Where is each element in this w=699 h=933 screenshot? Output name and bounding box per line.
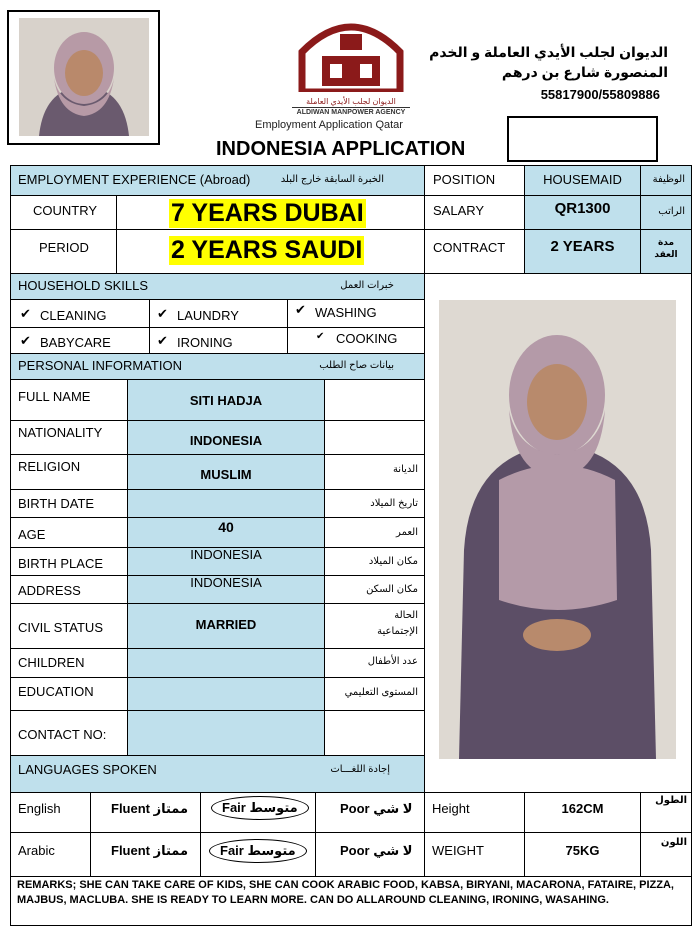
row-value: MUSLIM bbox=[200, 467, 252, 482]
row-label: CONTACT NO: bbox=[18, 727, 107, 742]
personal-label: PERSONAL INFORMATION bbox=[18, 358, 182, 373]
photo-column bbox=[425, 274, 691, 793]
remarks-text: REMARKS; SHE CAN TAKE CARE OF KIDS, SHE CAN COOK ARABIC FOOD, KABSA, BIRYANI, MACARONA, FATAIRE, PIZZA, MAJBUS, MACLUBA. SHE IS READY TO LEARN MORE. CAN DO ALLAROUND CLEANING, IRONING, WASAHING. bbox=[17, 879, 674, 906]
skill-washing bbox=[288, 300, 425, 328]
row-label-arabic: تاريخ الميلاد bbox=[370, 498, 418, 509]
check-icon: ✔ bbox=[157, 306, 168, 321]
table-row bbox=[11, 380, 425, 421]
contract-value: 2 YEARS bbox=[550, 238, 615, 255]
languages-label: LANGUAGES SPOKEN bbox=[18, 762, 157, 777]
level-poor: Poor لا شي bbox=[340, 801, 413, 816]
weight-label-arabic: اللون bbox=[660, 837, 687, 848]
passport-photo-frame bbox=[7, 10, 160, 145]
logo-text-arabic: الديوان لجلب الأيدي العاملة bbox=[306, 97, 396, 106]
skill-label: CLEANING bbox=[40, 308, 107, 323]
country-label: COUNTRY bbox=[33, 203, 98, 218]
row-label: AGE bbox=[18, 527, 46, 542]
experience-label-arabic: الخبرة السابقة خارج البلد bbox=[280, 174, 384, 185]
salary-value: QR1300 bbox=[554, 200, 611, 217]
check-icon: ✔ bbox=[20, 333, 31, 348]
skills-label-arabic: خبرات العمل bbox=[340, 280, 394, 291]
contract-label-cell bbox=[425, 230, 525, 274]
row-label: BIRTH DATE bbox=[18, 496, 95, 511]
table-row bbox=[11, 548, 425, 576]
agency-logo bbox=[292, 12, 410, 120]
weight-label: WEIGHT bbox=[432, 843, 484, 858]
row-label-arabic: الديانة bbox=[392, 464, 418, 475]
language-name: English bbox=[18, 801, 61, 816]
logo-text-english: ALDIWAN MANPOWER AGENCY bbox=[292, 107, 410, 118]
check-icon: ✔ bbox=[157, 333, 168, 348]
row-value: INDONESIA bbox=[190, 575, 262, 590]
salary-value-cell bbox=[525, 196, 641, 230]
experience-label: EMPLOYMENT EXPERIENCE (Abroad) bbox=[18, 172, 251, 187]
skill-label: LAUNDRY bbox=[177, 308, 239, 323]
level-fluent: Fluent ممتاز bbox=[111, 843, 189, 858]
table-row bbox=[11, 711, 425, 756]
level-fluent: Fluent ممتاز bbox=[111, 801, 189, 816]
languages-header bbox=[11, 756, 425, 793]
row-label: BIRTH PLACE bbox=[18, 556, 104, 571]
height-value: 162CM bbox=[561, 801, 604, 816]
personal-header bbox=[11, 354, 425, 380]
row-value: 40 bbox=[218, 519, 234, 535]
skill-label: WASHING bbox=[315, 305, 377, 320]
salary-arabic-cell bbox=[641, 196, 691, 230]
skill-label: COOKING bbox=[336, 331, 398, 346]
contract-label: CONTRACT bbox=[433, 240, 506, 255]
salary-label-arabic: الراتب bbox=[658, 206, 685, 217]
table-row bbox=[11, 421, 425, 455]
logo-mark bbox=[292, 12, 410, 92]
personal-label-arabic: بيانات صاح الطلب bbox=[319, 360, 394, 371]
country-value-cell bbox=[117, 196, 425, 230]
period-value-cell bbox=[117, 230, 425, 274]
row-label: CIVIL STATUS bbox=[18, 620, 103, 635]
weight-value: 75KG bbox=[565, 843, 600, 858]
page-subtitle: Employment Application Qatar bbox=[255, 119, 403, 131]
passport-photo bbox=[19, 18, 149, 136]
level-fair-circled: Fair متوسط bbox=[211, 796, 309, 820]
row-label: CHILDREN bbox=[18, 655, 85, 670]
agency-address-arabic: المنصورة شارع بن درهم bbox=[501, 64, 668, 80]
table-row bbox=[11, 518, 425, 548]
skill-cleaning bbox=[11, 300, 150, 328]
position-label-arabic: الوظيفة bbox=[652, 174, 685, 185]
period-label-cell bbox=[11, 230, 117, 274]
row-value: SITI HADJA bbox=[189, 393, 263, 408]
agency-name-arabic: الديوان لجلب الأيدي العاملة و الخدم bbox=[429, 44, 668, 60]
skill-ironing bbox=[150, 328, 288, 354]
experience-header bbox=[11, 166, 425, 196]
row-label-arabic: مكان السكن bbox=[366, 584, 418, 595]
skills-label: HOUSEHOLD SKILLS bbox=[18, 278, 149, 293]
row-label-arabic: الحالة الإجتماعية bbox=[377, 610, 418, 637]
language-row-english bbox=[11, 793, 691, 833]
reference-box bbox=[507, 116, 658, 162]
table-row bbox=[11, 649, 425, 678]
personal-table bbox=[11, 380, 425, 756]
row-value: INDONESIA bbox=[189, 433, 263, 448]
period-label: PERIOD bbox=[39, 240, 89, 255]
skill-cooking bbox=[288, 328, 425, 354]
country-label-cell bbox=[11, 196, 117, 230]
skill-babycare bbox=[11, 328, 150, 354]
position-value-cell bbox=[525, 166, 641, 196]
position-value: HOUSEMAID bbox=[543, 172, 622, 187]
row-label: RELIGION bbox=[18, 459, 81, 474]
level-fair-circled: Fair متوسط bbox=[209, 839, 307, 863]
language-name: Arabic bbox=[18, 843, 55, 858]
check-icon: ✔ bbox=[20, 306, 31, 321]
page-title: INDONESIA APPLICATION bbox=[216, 138, 466, 160]
height-label-arabic: الطول bbox=[655, 795, 687, 806]
position-label-cell bbox=[425, 166, 525, 196]
row-label-arabic: المستوى التعليمي bbox=[344, 687, 418, 698]
languages-label-arabic: إجادة اللغـــات bbox=[330, 764, 390, 775]
row-value: INDONESIA bbox=[190, 547, 262, 562]
row-label: NATIONALITY bbox=[18, 425, 103, 440]
row-label: FULL NAME bbox=[18, 389, 91, 404]
period-value: 2 YEARS SAUDI bbox=[171, 236, 363, 264]
language-row-arabic bbox=[11, 833, 691, 877]
remarks bbox=[17, 878, 687, 908]
table-row bbox=[11, 576, 425, 604]
check-icon: ✔ bbox=[295, 302, 306, 317]
skill-laundry bbox=[150, 300, 288, 328]
table-row bbox=[11, 490, 425, 518]
table-row bbox=[11, 455, 425, 490]
level-poor: Poor لا شي bbox=[340, 843, 413, 858]
height-label: Height bbox=[432, 801, 470, 816]
contract-value-cell bbox=[525, 230, 641, 274]
row-label-arabic: عدد الأطفال bbox=[367, 656, 418, 667]
row-value: MARRIED bbox=[195, 617, 257, 632]
check-icon: ✔ bbox=[316, 331, 325, 342]
contract-arabic-cell bbox=[641, 230, 691, 274]
row-label-arabic: مكان الميلاد bbox=[368, 556, 418, 567]
row-label-arabic: العمر bbox=[396, 527, 418, 538]
position-label: POSITION bbox=[433, 172, 496, 187]
row-label: EDUCATION bbox=[18, 684, 94, 699]
table-row bbox=[11, 678, 425, 711]
skill-label: IRONING bbox=[177, 335, 233, 350]
full-body-photo bbox=[439, 300, 676, 759]
agency-phone: 55817900/55809886 bbox=[540, 87, 660, 102]
country-value: 7 YEARS DUBAI bbox=[171, 199, 364, 227]
salary-label: SALARY bbox=[433, 203, 485, 218]
contract-label-arabic: مدة العقد bbox=[654, 237, 678, 259]
skills-header bbox=[11, 274, 425, 300]
skill-label: BABYCARE bbox=[40, 335, 111, 350]
position-arabic-cell bbox=[641, 166, 691, 196]
row-label: ADDRESS bbox=[18, 583, 81, 598]
salary-label-cell bbox=[425, 196, 525, 230]
table-row bbox=[11, 604, 425, 649]
